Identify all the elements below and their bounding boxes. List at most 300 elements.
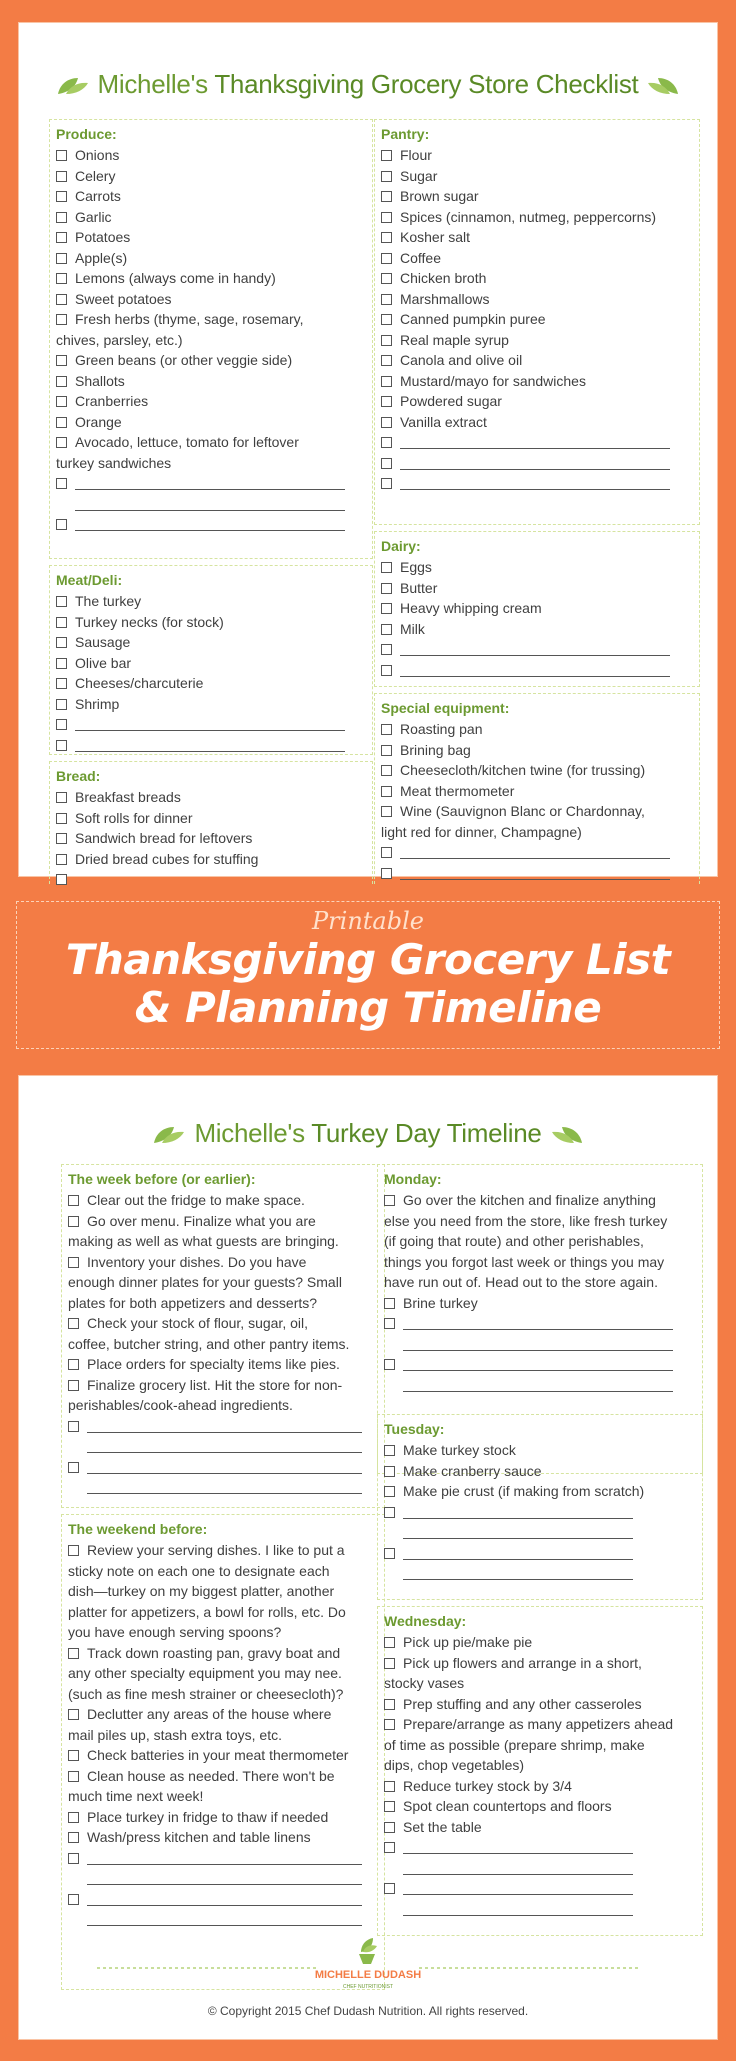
checkbox[interactable]	[381, 765, 392, 776]
checkbox[interactable]	[381, 212, 392, 223]
list-item: Marshmallows	[381, 289, 693, 310]
checkbox[interactable]	[68, 1853, 79, 1864]
list-item: Potatoes	[56, 227, 366, 248]
task-text: of time as possible (prepare shrimp, make	[384, 1736, 645, 1753]
blank-line	[384, 1878, 696, 1899]
turkey-day-timeline-sheet	[18, 1075, 718, 2040]
checkbox[interactable]	[381, 355, 392, 366]
checkbox[interactable]	[384, 1699, 395, 1710]
pantry-section	[374, 119, 700, 525]
checkbox[interactable]	[381, 806, 392, 817]
checkbox[interactable]	[384, 1822, 395, 1833]
blank-line	[381, 639, 693, 660]
weekend-before-list	[68, 1540, 378, 1848]
leaf-icon	[550, 1123, 584, 1145]
checkbox[interactable]	[56, 833, 67, 844]
checkbox[interactable]	[381, 786, 392, 797]
checkbox[interactable]	[68, 1421, 79, 1432]
checkbox[interactable]	[384, 1781, 395, 1792]
bread-heading: Bread:	[56, 768, 101, 784]
blank-line	[384, 1837, 696, 1858]
checkbox[interactable]	[68, 1462, 79, 1473]
blank-line	[384, 1522, 696, 1543]
list-item: Chicken broth	[381, 268, 693, 289]
write-in-line[interactable]	[87, 1482, 362, 1494]
write-in-line[interactable]	[403, 1548, 633, 1560]
blank-line	[56, 735, 366, 756]
checkbox[interactable]	[381, 665, 392, 676]
promo-banner	[0, 885, 736, 1065]
task-text: Pick up flowers and arrange in a short,	[403, 1654, 642, 1671]
checkbox[interactable]	[68, 1257, 79, 1268]
task-text: Make cranberry sauce	[403, 1462, 542, 1479]
task-text: Make turkey stock	[403, 1442, 516, 1458]
checkbox[interactable]	[381, 437, 392, 448]
checkbox[interactable]	[68, 1216, 79, 1227]
task-text: Set the table	[403, 1818, 482, 1835]
monday-blanks	[384, 1313, 696, 1395]
checkbox[interactable]	[68, 1359, 79, 1370]
checkbox[interactable]	[68, 1709, 79, 1720]
wednesday-section	[377, 1606, 703, 1936]
list-item: Shallots	[56, 371, 366, 392]
checkbox[interactable]	[384, 1883, 395, 1894]
checkbox[interactable]	[381, 847, 392, 858]
checkbox[interactable]	[68, 1812, 79, 1823]
checkbox[interactable]	[56, 437, 67, 448]
task-text: Wash/press kitchen and table linens	[87, 1829, 311, 1845]
blank-line	[384, 1563, 696, 1584]
pantry-list	[381, 145, 693, 494]
write-in-line[interactable]	[400, 868, 670, 880]
checkbox[interactable]	[56, 376, 67, 387]
blank-line	[384, 1858, 696, 1879]
write-in-line[interactable]	[400, 644, 670, 656]
blank-line	[68, 1889, 378, 1910]
logo-subtitle: CHEF NUTRITIONIST	[343, 1984, 393, 1990]
checkbox[interactable]	[56, 294, 67, 305]
equipment-heading: Special equipment:	[381, 700, 510, 716]
write-in-line[interactable]	[75, 519, 345, 531]
task-text: coffee, butcher string, and other pantry items.	[68, 1335, 350, 1352]
blank-line	[68, 1848, 378, 1869]
write-in-line[interactable]	[400, 847, 670, 859]
write-in-line[interactable]	[87, 1894, 362, 1906]
grocery-checklist-sheet	[18, 22, 718, 877]
checkbox[interactable]	[384, 1842, 395, 1853]
task-text: Check your stock of flour, sugar, oil,	[87, 1315, 308, 1331]
banner-title-line1: Thanksgiving Grocery List	[65, 935, 671, 984]
write-in-line[interactable]	[75, 499, 345, 511]
task-text: sticky note on each one to designate each	[68, 1562, 330, 1579]
checkbox[interactable]	[56, 417, 67, 428]
checkbox[interactable]	[381, 624, 392, 635]
checkbox[interactable]	[384, 1298, 395, 1309]
list-item: Apple(s)	[56, 248, 366, 269]
timeline-task-continued	[384, 1755, 696, 1776]
week-before-list	[68, 1190, 378, 1416]
task-text: have run out of. Head out to the store again.	[384, 1274, 658, 1290]
blank-line	[384, 1334, 696, 1355]
blank-line	[381, 432, 693, 453]
checkbox[interactable]	[56, 314, 67, 325]
timeline-title	[19, 1118, 717, 1149]
timeline-task-continued	[68, 1231, 378, 1252]
task-text: Go over menu. Finalize what you are	[87, 1212, 316, 1229]
list-item: Dried bread cubes for stuffing	[56, 849, 366, 870]
task-text: Finalize grocery list. Hit the store for non-	[87, 1376, 343, 1393]
timeline-task	[384, 1632, 696, 1653]
checkbox[interactable]	[381, 583, 392, 594]
timeline-task-continued	[384, 1211, 696, 1232]
timeline-task-continued	[384, 1231, 696, 1252]
task-text: dips, chop vegetables)	[384, 1757, 525, 1773]
checkbox[interactable]	[56, 699, 67, 710]
bread-section	[49, 761, 373, 889]
checkbox[interactable]	[56, 519, 67, 530]
write-in-line[interactable]	[87, 1462, 362, 1474]
checkbox[interactable]	[381, 644, 392, 655]
write-in-line[interactable]	[403, 1359, 673, 1371]
checkbox[interactable]	[56, 719, 67, 730]
write-in-line[interactable]	[87, 1421, 362, 1433]
task-text: Prepare/arrange as many appetizers ahead	[403, 1716, 674, 1732]
checkbox[interactable]	[68, 1648, 79, 1659]
checkbox[interactable]	[381, 417, 392, 428]
checkbox[interactable]	[56, 171, 67, 182]
checkbox[interactable]	[56, 596, 67, 607]
timeline-task	[68, 1313, 378, 1334]
wednesday-blanks	[384, 1837, 696, 1919]
checkbox[interactable]	[56, 854, 67, 865]
blank-line	[68, 1477, 378, 1498]
weekend-before-section	[61, 1514, 385, 1990]
list-item: Eggs	[381, 557, 693, 578]
checkbox[interactable]	[381, 150, 392, 161]
checkbox[interactable]	[381, 478, 392, 489]
checkbox[interactable]	[381, 396, 392, 407]
checkbox[interactable]	[56, 617, 67, 628]
task-text: Clean house as needed. There won't be	[87, 1767, 335, 1784]
checkbox[interactable]	[381, 294, 392, 305]
list-item: Breakfast breads	[56, 787, 366, 808]
meat-deli-section	[49, 565, 373, 755]
task-text: Track down roasting pan, gravy boat and	[87, 1644, 341, 1661]
checkbox[interactable]	[56, 874, 67, 885]
timeline-task	[68, 1643, 378, 1664]
write-in-line[interactable]	[75, 478, 345, 490]
timeline-task-continued	[384, 1673, 696, 1694]
checkbox[interactable]	[381, 868, 392, 879]
task-text: (if going that route) and other perishables,	[384, 1233, 644, 1249]
task-text: any other specialty equipment you may nee.	[68, 1665, 342, 1681]
list-item: Garlic	[56, 207, 366, 228]
write-in-line[interactable]	[87, 1853, 362, 1865]
task-text: Spot clean countertops and floors	[403, 1798, 612, 1814]
checkbox[interactable]	[68, 1832, 79, 1843]
week-before-heading: The week before (or earlier):	[68, 1171, 256, 1187]
list-item: Brining bag	[381, 740, 693, 761]
checkbox[interactable]	[56, 792, 67, 803]
blank-line	[384, 1543, 696, 1564]
checkbox[interactable]	[56, 212, 67, 223]
timeline-task-continued	[68, 1602, 378, 1623]
timeline-task-continued	[384, 1252, 696, 1273]
timeline-task	[68, 1807, 378, 1828]
write-in-line[interactable]	[403, 1568, 633, 1580]
special-equipment-section	[374, 693, 700, 889]
task-text: making as well as what guests are bringing.	[68, 1233, 339, 1249]
write-in-line[interactable]	[403, 1904, 633, 1916]
list-item: Onions	[56, 145, 366, 166]
write-in-line[interactable]	[87, 1873, 362, 1885]
checkbox[interactable]	[381, 745, 392, 756]
list-item: Wine (Sauvignon Blanc or Chardonnay,	[381, 801, 693, 822]
task-text: Pick up pie/make pie	[403, 1634, 533, 1650]
wednesday-heading: Wednesday:	[384, 1613, 467, 1629]
list-item: Cheesecloth/kitchen twine (for trussing)	[381, 760, 693, 781]
checkbox[interactable]	[381, 314, 392, 325]
task-text: else you need from the store, like fresh turkey	[384, 1212, 668, 1229]
timeline-task	[384, 1440, 696, 1461]
checkbox[interactable]	[56, 478, 67, 489]
write-in-line[interactable]	[403, 1527, 633, 1539]
write-in-line[interactable]	[403, 1507, 633, 1519]
timeline-task-continued	[68, 1725, 378, 1746]
timeline-task	[68, 1354, 378, 1375]
timeline-task	[68, 1190, 378, 1211]
checkbox[interactable]	[68, 1750, 79, 1761]
checkbox[interactable]	[384, 1466, 395, 1477]
task-text: Clear out the fridge to make space.	[87, 1192, 305, 1208]
task-text: Place turkey in fridge to thaw if needed	[87, 1808, 329, 1825]
timeline-task-continued	[68, 1334, 378, 1355]
checkbox[interactable]	[381, 458, 392, 469]
write-in-line[interactable]	[403, 1883, 633, 1895]
write-in-line[interactable]	[403, 1318, 673, 1330]
write-in-line[interactable]	[87, 1914, 362, 1926]
checkbox[interactable]	[381, 232, 392, 243]
blank-line	[384, 1899, 696, 1920]
blank-line	[56, 473, 366, 494]
timeline-task	[384, 1714, 696, 1735]
write-in-line[interactable]	[403, 1863, 633, 1875]
timeline-task	[68, 1375, 378, 1396]
copyright-notice: © Copyright 2015 Chef Dudash Nutrition. All rights reserved.	[207, 2004, 529, 2018]
write-in-line[interactable]	[403, 1339, 673, 1351]
checkbox[interactable]	[381, 376, 392, 387]
list-item: Turkey necks (for stock)	[56, 612, 366, 633]
task-text: perishables/cook-ahead ingredients.	[68, 1397, 293, 1413]
checkbox[interactable]	[384, 1195, 395, 1206]
write-in-line[interactable]	[400, 437, 670, 449]
timeline-task-continued	[68, 1622, 378, 1643]
checkbox[interactable]	[384, 1801, 395, 1812]
produce-section	[49, 119, 373, 559]
task-text: plates for both appetizers and desserts?	[68, 1294, 318, 1311]
checkbox[interactable]	[384, 1548, 395, 1559]
timeline-task	[384, 1653, 696, 1674]
list-item-continued: turkey sandwiches	[56, 454, 172, 471]
list-item: Powdered sugar	[381, 391, 693, 412]
dairy-section	[374, 531, 700, 687]
timeline-task-continued	[68, 1684, 378, 1705]
monday-list	[384, 1190, 696, 1313]
list-item: Canned pumpkin puree	[381, 309, 693, 330]
blank-line	[381, 473, 693, 494]
blank-line	[384, 1502, 696, 1523]
blank-line	[381, 842, 693, 863]
meat-list	[56, 591, 366, 755]
checkbox[interactable]	[56, 740, 67, 751]
blank-line	[56, 494, 366, 515]
timeline-task	[68, 1704, 378, 1725]
write-in-line[interactable]	[87, 1441, 362, 1453]
timeline-task	[384, 1293, 696, 1314]
checkbox[interactable]	[68, 1894, 79, 1905]
checkbox[interactable]	[384, 1507, 395, 1518]
checkbox[interactable]	[384, 1658, 395, 1669]
checkbox[interactable]	[56, 191, 67, 202]
task-text: Inventory your dishes. Do you have	[87, 1253, 307, 1270]
list-item: Coffee	[381, 248, 693, 269]
checkbox[interactable]	[381, 273, 392, 284]
timeline-task	[384, 1817, 696, 1838]
list-item: Fresh herbs (thyme, sage, rosemary,	[56, 309, 366, 330]
blank-line	[68, 1868, 378, 1889]
checkbox[interactable]	[381, 724, 392, 735]
blank-line	[56, 514, 366, 535]
checkbox[interactable]	[384, 1445, 395, 1456]
timeline-task-continued	[68, 1663, 378, 1684]
checkbox[interactable]	[56, 658, 67, 669]
task-text: Go over the kitchen and finalize anything	[403, 1192, 656, 1208]
blank-line	[381, 660, 693, 681]
timeline-task-continued	[68, 1272, 378, 1293]
checkbox[interactable]	[68, 1771, 79, 1782]
weekend-before-blanks	[68, 1848, 378, 1930]
blank-line	[68, 1416, 378, 1437]
checkbox[interactable]	[384, 1719, 395, 1730]
task-text: Declutter any areas of the house where	[87, 1706, 332, 1722]
checkbox[interactable]	[56, 253, 67, 264]
list-item-continued: light red for dinner, Champagne)	[381, 823, 582, 840]
checkbox[interactable]	[384, 1637, 395, 1648]
timeline-task-continued	[68, 1395, 378, 1416]
list-item: Meat thermometer	[381, 781, 693, 802]
timeline-title-name: Michelle's	[194, 1118, 305, 1148]
blank-line	[384, 1354, 696, 1375]
write-in-line[interactable]	[403, 1842, 633, 1854]
checkbox[interactable]	[56, 813, 67, 824]
checkbox[interactable]	[381, 253, 392, 264]
leaf-icon	[646, 74, 680, 96]
list-item: Green beans (or other veggie side)	[56, 350, 366, 371]
logo-wordmark: MICHELLE DUDASH	[314, 1969, 422, 1981]
task-text: (such as fine mesh strainer or cheesecloth)?	[68, 1685, 344, 1702]
checkbox[interactable]	[68, 1318, 79, 1329]
checkbox[interactable]	[384, 1318, 395, 1329]
task-text: Place orders for specialty items like pies.	[87, 1356, 340, 1372]
timeline-task	[68, 1766, 378, 1787]
checkbox[interactable]	[381, 335, 392, 346]
blank-line	[56, 714, 366, 735]
checkbox[interactable]	[384, 1359, 395, 1370]
list-item: The turkey	[56, 591, 366, 612]
leaf-icon	[152, 1123, 186, 1145]
checkbox[interactable]	[56, 232, 67, 243]
task-text: Review your serving dishes. I like to put a	[87, 1542, 345, 1558]
timeline-task	[384, 1190, 696, 1211]
task-text: stocky vases	[384, 1675, 465, 1691]
checkbox[interactable]	[56, 637, 67, 648]
checkbox[interactable]	[56, 355, 67, 366]
list-item: Flour	[381, 145, 693, 166]
checkbox[interactable]	[68, 1195, 79, 1206]
list-item: Cranberries	[56, 391, 366, 412]
checkbox[interactable]	[381, 191, 392, 202]
checkbox[interactable]	[68, 1380, 79, 1391]
list-item: Kosher salt	[381, 227, 693, 248]
write-in-line[interactable]	[75, 740, 345, 752]
checklist-title	[19, 69, 717, 100]
task-text: Make pie crust (if making from scratch)	[403, 1483, 645, 1499]
tuesday-section	[377, 1414, 703, 1600]
timeline-task	[384, 1776, 696, 1797]
equipment-list	[381, 719, 693, 883]
write-in-line[interactable]	[400, 478, 670, 490]
list-item: Milk	[381, 619, 693, 640]
produce-list	[56, 145, 366, 535]
tuesday-blanks	[384, 1502, 696, 1584]
list-item: Sausage	[56, 632, 366, 653]
timeline-task	[68, 1211, 378, 1232]
write-in-line[interactable]	[75, 719, 345, 731]
dairy-heading: Dairy:	[381, 538, 421, 554]
checkbox[interactable]	[381, 562, 392, 573]
write-in-line[interactable]	[400, 458, 670, 470]
list-item: Sugar	[381, 166, 693, 187]
list-item: Vanilla extract	[381, 412, 693, 433]
checkbox[interactable]	[56, 150, 67, 161]
checkbox[interactable]	[384, 1486, 395, 1497]
timeline-task	[384, 1461, 696, 1482]
checkbox[interactable]	[56, 273, 67, 284]
list-item: Sweet potatoes	[56, 289, 366, 310]
weekend-before-heading: The weekend before:	[68, 1521, 208, 1537]
blank-line	[68, 1457, 378, 1478]
task-text: Reduce turkey stock by 3/4	[403, 1777, 572, 1794]
checkbox[interactable]	[381, 171, 392, 182]
checkbox[interactable]	[68, 1545, 79, 1556]
bread-list	[56, 787, 366, 890]
write-in-line[interactable]	[403, 1380, 673, 1392]
blank-line	[384, 1313, 696, 1334]
checkbox[interactable]	[381, 603, 392, 614]
list-item: Orange	[56, 412, 366, 433]
task-text: much time next week!	[68, 1788, 204, 1804]
timeline-task	[68, 1540, 378, 1561]
checkbox[interactable]	[56, 396, 67, 407]
list-item: Soft rolls for dinner	[56, 808, 366, 829]
blank-line	[68, 1436, 378, 1457]
list-item: Shrimp	[56, 694, 366, 715]
checkbox[interactable]	[56, 678, 67, 689]
pantry-heading: Pantry:	[381, 126, 430, 142]
checklist-title-rest: Thanksgiving Grocery Store Checklist	[214, 69, 639, 99]
task-text: Prep stuffing and any other casseroles	[403, 1695, 642, 1712]
write-in-line[interactable]	[400, 665, 670, 677]
